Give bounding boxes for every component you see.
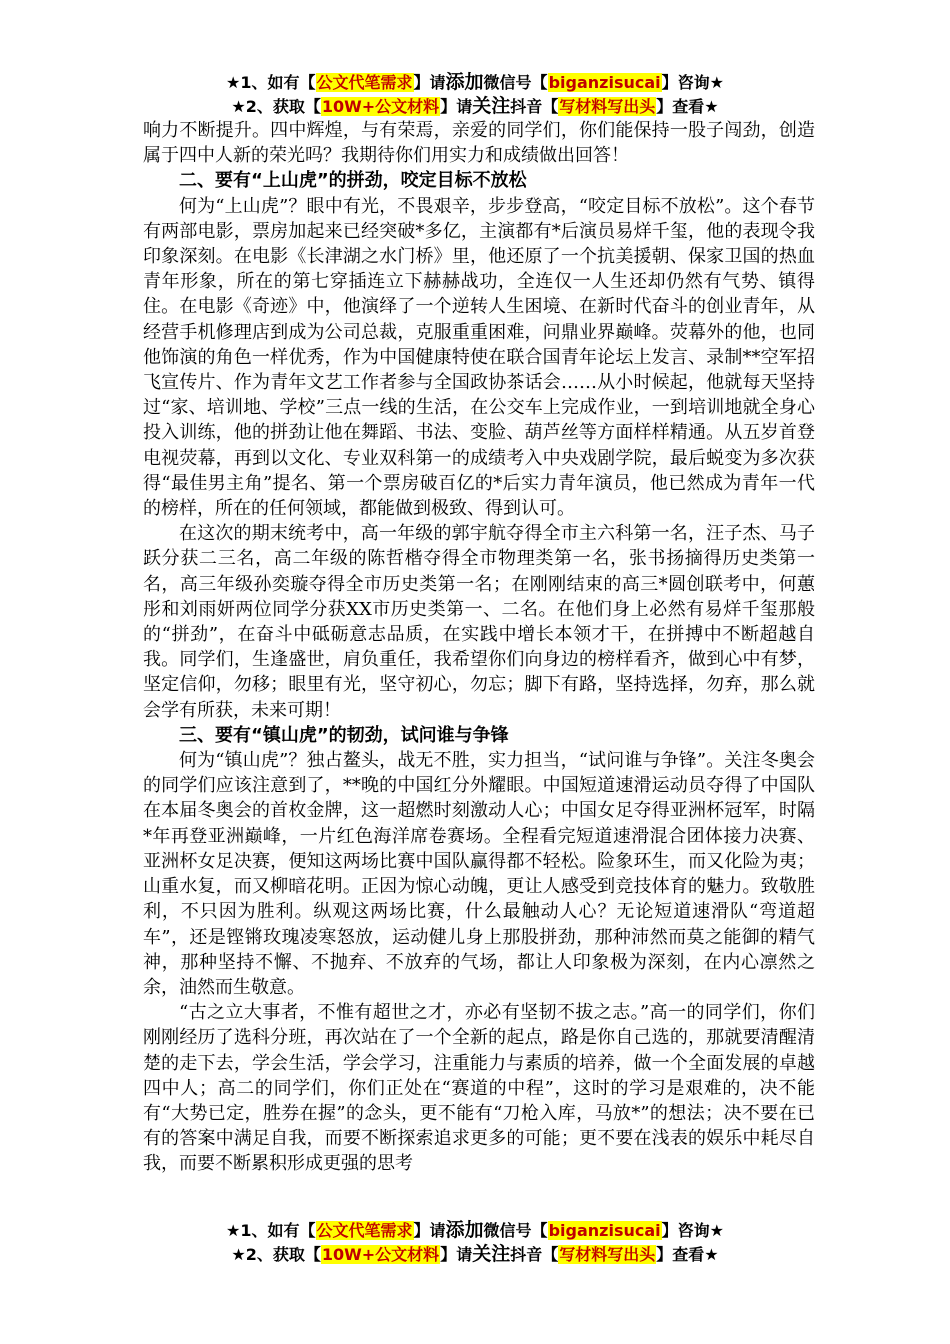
paragraph: 何为“上山虎”？眼中有光，不畏艰辛，步步登高，“咬定目标不放松”。这个春节有两部电影，票房加起来已经突破*多亿，主演都有*后演员易烊千玺，他的表现令我印象深刻。在电影《长津湖之水门桥》里，他还原了一个抗美援朝、保家卫国的热血青年形象，所在的第七穿插连立下赫赫战功，全连仅一人生还却仍然有气势、镇得住。在电影《奇迹》中，他演绎了一个逆转人生困境、在新时代奋斗的创业青年，从经营手机修理店到成为公司总裁，克服重重困难，问鼎业界巅峰。荧幕外的他，也同他饰演的角色一样优秀，作为中国健康特使在联合国青年论坛上发言、录制**空军招飞宣传片、作为青年文艺工作者参与全国政协茶话会……从小时候起，他就每天坚持过“家、培训地、学校”三点一线的生活，在公交车上完成作业，一到培训地就全身心投入训练，他的拼劲让他在舞蹈、书法、变脸、葫芦丝等方面样样精通。从五岁首登电视荧幕，再到以文化、专业双科第一的成绩考入中央戏剧学院，最后蜕变为多次获得“最佳男主角”提名、第一个票房破百亿的*后实力青年演员，他已然成为青年一代的榜样，所在的任何领域，都能做到极致、得到认可。	[143, 195, 815, 520]
paragraph-continuation: 响力不断提升。四中辉煌，与有荣焉，亲爱的同学们，你们能保持一股子闯劲，创造属于四中人新的荣光吗？我期待你们用实力和成绩做出回答！	[143, 120, 815, 167]
footer-highlight-materials: 10W+公文材料	[321, 1245, 440, 1264]
section-heading-2: 二、要有“上山虎”的拼劲，咬定目标不放松	[179, 170, 527, 192]
header-highlight-wechat-id: biganzisucai	[548, 73, 661, 92]
paragraph: 在这次的期末统考中，高一年级的郭宇航夺得全市主六科第一名，汪子杰、马子跃分获二三名，高二年级的陈哲楷夺得全市物理类第一名，张书扬摘得历史类第一名，高三年级孙奕璇夺得全市历史类第一名；在刚刚结束的高三*圆创联考中，何蕙彤和刘雨妍两位同学分获XX市历史类第一、二名。在他们身上必然有易烊千玺那般的“拼劲”，在奋斗中砥砺意志品质，在实践中增长本领才干，在拼搏中不断超越自我。同学们，生逢盛世，肩负重任，我希望你们向身边的榜样看齐，做到心中有梦，坚定信仰，勿移；眼里有光，坚守初心，勿忘；脚下有路，坚持选择，勿弃，那么就会学有所获，未来可期！	[143, 523, 815, 721]
section-heading-3: 三、要有“镇山虎”的韧劲，试问谁与争锋	[179, 724, 509, 746]
footer-highlight-douyin-id: 写材料写出头	[559, 1245, 656, 1264]
document-body	[143, 118, 815, 1177]
header-ad-line-1: ★1、如有【公文代笔需求】请添加微信号【biganzisucai】咨询★	[226, 71, 724, 93]
paragraph: “古之立大事者，不惟有超世之才，亦必有坚韧不拔之志。”高一的同学们，你们刚刚经历了选科分班，再次站在了一个全新的起点，路是你自己选的，那就要清醒清楚的走下去，学会生活，学会学习，注重能力与素质的培养，做一个全面发展的卓越四中人；高二的同学们，你们正处在“赛道的中程”，这时的学习是艰难的，决不能有“大势已定，胜券在握”的念头，更不能有“刀枪入库，马放*”的想法；决不要在已有的答案中满足自我，而要不断探索追求更多的可能；更不要在浅表的娱乐中耗尽自我，而要不断累积形成更强的思考	[143, 1002, 815, 1175]
header-highlight-douyin-id: 写材料写出头	[559, 97, 656, 116]
footer-highlight-wechat-id: biganzisucai	[548, 1221, 661, 1240]
footer-ad-line-1: ★1、如有【公文代笔需求】请添加微信号【biganzisucai】咨询★	[226, 1219, 724, 1241]
footer-ad-line-2: ★2、获取【10W+公文材料】请关注抖音【写材料写出头】查看★	[231, 1243, 719, 1265]
header-highlight-materials: 10W+公文材料	[321, 97, 440, 116]
paragraph: 何为“镇山虎”？独占鳌头，战无不胜，实力担当，“试问谁与争锋”。关注冬奥会的同学们应该注意到了，**晚的中国红分外耀眼。中国短道速滑运动员夺得了中国队在本届冬奥会的首枚金牌，这一超燃时刻激动人心；中国女足夺得亚洲杯冠军，时隔*年再登亚洲巅峰，一片红色海洋席卷赛场。全程看完短道速滑混合团体接力决赛、亚洲杯女足决赛，便知这两场比赛中国队赢得都不轻松。险象环生，而又化险为夷；山重水复，而又柳暗花明。正因为惊心动魄，更让人感受到竞技体育的魅力。致敬胜利，不只因为胜利。纵观这两场比赛，什么最触动人心？无论短道速滑队“弯道超车”，还是铿锵玫瑰凌寒怒放，运动健儿身上那股拼劲，那种沛然而莫之能御的精气神，那种坚持不懈、不抛弃、不放弃的气场，都让人印象极为深刻，在内心凛然之余，油然而生敬意。	[143, 750, 815, 998]
header-highlight-service: 公文代笔需求	[316, 73, 413, 92]
footer-highlight-service: 公文代笔需求	[316, 1221, 413, 1240]
header-ad-line-2: ★2、获取【10W+公文材料】请关注抖音【写材料写出头】查看★	[231, 95, 719, 117]
